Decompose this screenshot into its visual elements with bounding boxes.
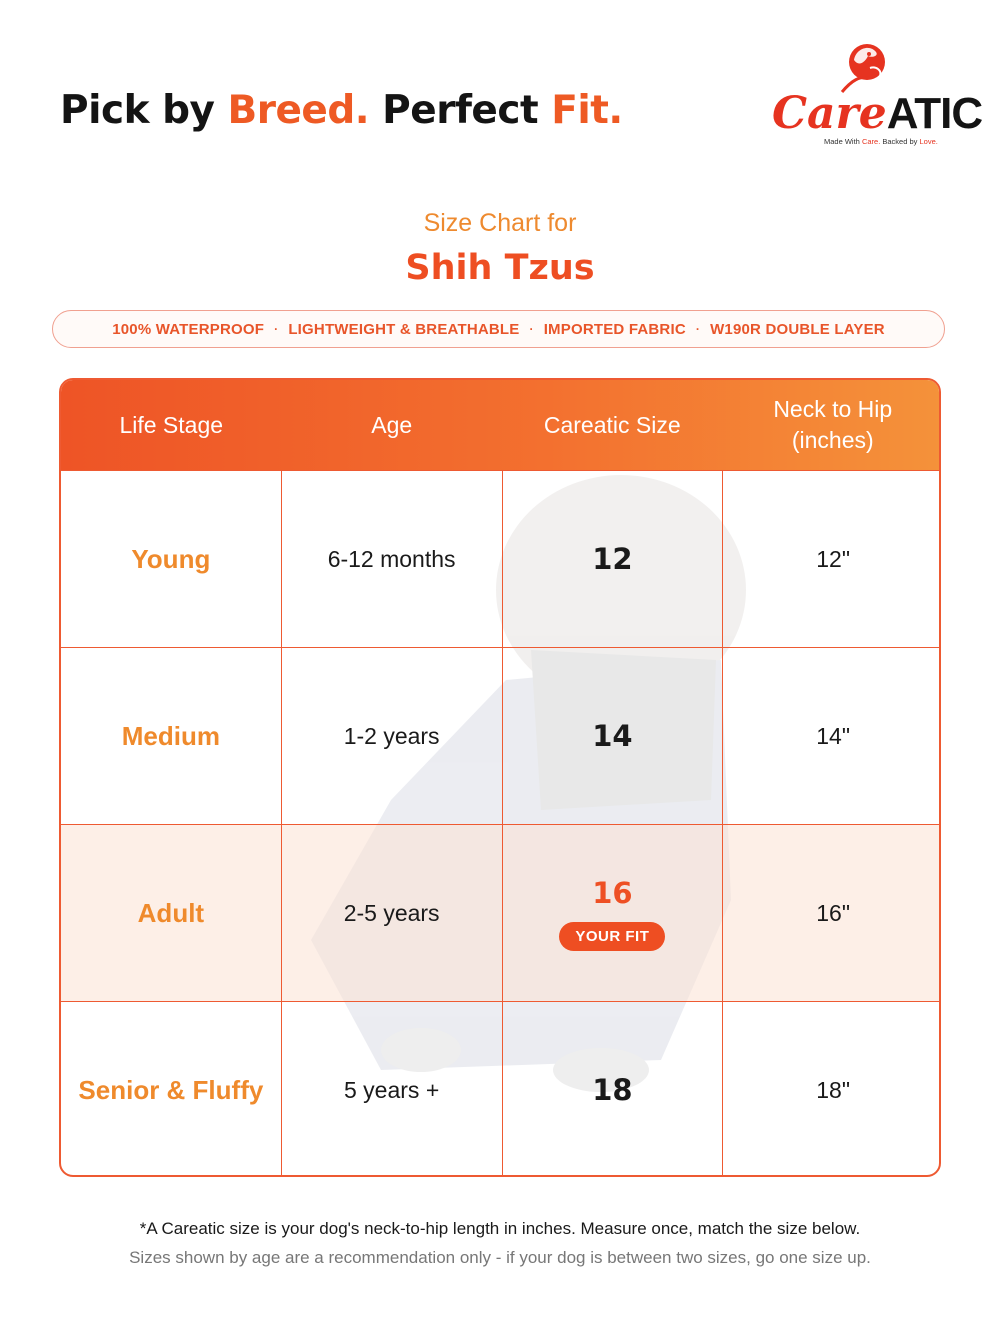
logo-tagline [824,137,938,146]
cell-life-stage [61,471,281,647]
headline-accent-fit: Fit. [551,88,623,133]
feature-waterproof: 100% WATERPROOF [112,320,265,338]
cell-size [502,825,723,1001]
neck-hip-value: 18" [816,1076,850,1103]
cell-age [281,648,502,824]
tagline-text-b: Backed by [880,137,920,146]
life-stage-label: Adult [137,897,205,928]
table-row [61,470,941,647]
cell-life-stage [61,825,281,1001]
table-row-highlighted [61,824,941,1001]
size-recommendation-note: Sizes shown by age are a recommendation only - if your dog is between two sizes, go one size up. [129,1248,871,1267]
column-header-careatic-size: Careatic Size [543,411,681,438]
cell-age [281,1002,502,1177]
feature-double-layer: W190R DOUBLE LAYER [710,320,885,338]
careatic-logo [772,40,983,150]
cell-neck-hip [722,648,941,824]
column-header-age: Age [371,411,413,438]
breed-title: Shih Tzus [405,248,595,288]
size-chart-table [59,378,941,1177]
cell-neck-hip [722,825,941,1001]
cell-size [502,471,723,647]
life-stage-label: Senior & Fluffy [78,1074,264,1105]
neck-hip-value: 14" [816,722,850,749]
size-chart-subtitle: Size Chart for [423,209,577,237]
tagline-care: Care. [861,137,881,146]
logo-wordmark-atic: ATIC [886,89,983,138]
table-header [61,380,941,470]
headline-part-2: Perfect [369,88,552,133]
cell-size [502,648,723,824]
life-stage-label: Young [131,543,211,574]
page-headline [60,88,623,133]
tagline-text-a: Made With [824,137,862,146]
feature-separator: · [695,322,701,336]
column-header-neck-to-hip: Neck to Hip (inches) [773,396,893,453]
neck-hip-value: 16" [816,899,850,926]
cell-age [281,471,502,647]
column-header-life-stage: Life Stage [119,411,224,438]
size-value: 14 [592,719,633,753]
age-value: 6-12 months [327,545,456,572]
table-row [61,647,941,824]
cell-neck-hip [722,1002,941,1177]
cell-size [502,1002,723,1177]
size-definition-note: *A Careatic size is your dog's neck-to-hip length in inches. Measure once, match the size below. [139,1219,861,1238]
feature-separator: · [274,322,279,336]
cell-life-stage [61,648,281,824]
age-value: 1-2 years [343,722,440,749]
logo-wordmark [772,88,983,139]
cell-age [281,825,502,1001]
feature-lightweight: LIGHTWEIGHT & BREATHABLE [288,320,520,338]
size-value-your-fit: 16 [592,875,633,910]
features-pill [52,310,945,348]
cell-life-stage [61,1002,281,1177]
logo-wordmark-care: Care [772,88,887,139]
size-value: 12 [592,542,633,576]
neck-hip-value: 12" [816,545,850,572]
feature-separator: · [529,322,534,336]
age-value: 5 years + [344,1076,440,1103]
cell-neck-hip [722,471,941,647]
headline-accent-breed: Breed. [227,88,370,133]
feature-imported-fabric: IMPORTED FABRIC [543,320,686,338]
tagline-love: Love. [919,137,938,146]
age-value: 2-5 years [343,899,440,926]
your-fit-badge: YOUR FIT [559,922,665,951]
life-stage-label: Medium [121,720,220,751]
headline-part-1: Pick by [60,88,228,133]
table-row [61,1001,941,1177]
size-value: 18 [592,1073,633,1107]
